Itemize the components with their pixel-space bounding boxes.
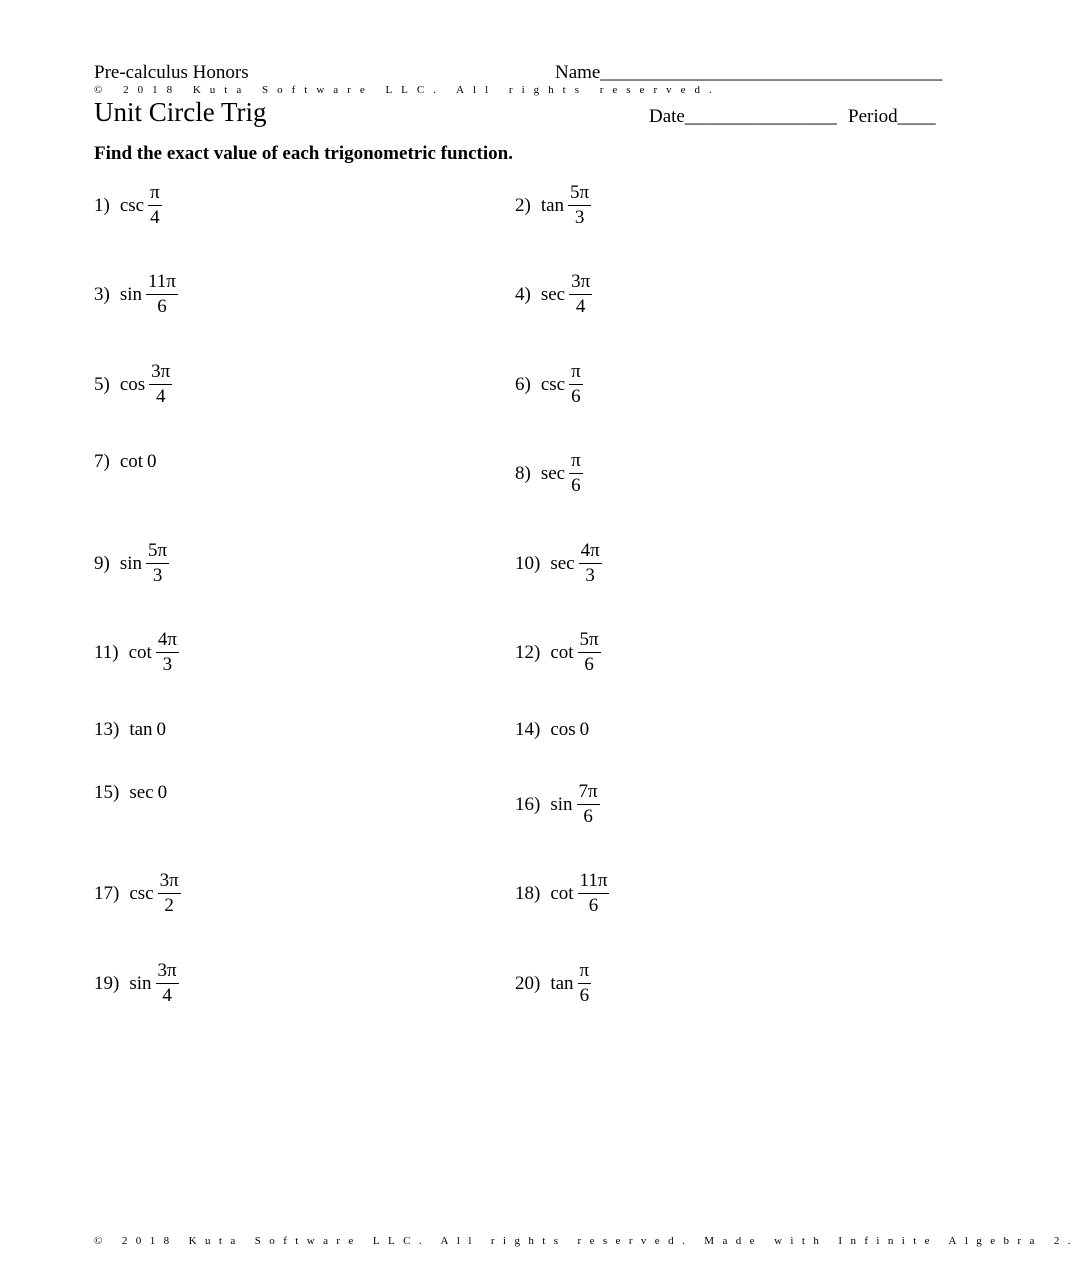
problem-number: 1) (94, 194, 110, 216)
date-field[interactable]: Date________________ (649, 106, 837, 127)
problem-9 (94, 541, 169, 586)
fraction (568, 183, 591, 228)
numerator: π (569, 362, 583, 385)
fraction (578, 630, 601, 675)
trig-function: cos (119, 373, 146, 395)
numerator: 5π (568, 183, 591, 206)
problem-15 (94, 782, 167, 804)
trig-function: sec (550, 552, 575, 574)
trig-function: sec (540, 462, 566, 484)
trig-function: tan (129, 719, 153, 740)
problem-number: 5) (94, 373, 110, 395)
problem-number: 10) (515, 552, 541, 574)
trig-function: sin (119, 283, 143, 305)
problem-number: 17) (94, 882, 120, 904)
problem-17 (94, 871, 181, 916)
worksheet-title: Unit Circle Trig (94, 97, 267, 127)
trig-function: cos (550, 719, 576, 740)
problem-4 (515, 272, 592, 317)
trig-function: sin (550, 793, 573, 815)
denominator: 3 (585, 565, 595, 586)
fraction (156, 961, 179, 1006)
denominator: 4 (150, 207, 160, 228)
problem-number: 15) (94, 782, 120, 803)
trig-function: csc (119, 194, 145, 216)
problem-number: 14) (515, 719, 541, 740)
problem-19 (94, 961, 179, 1006)
fraction (579, 541, 602, 586)
numerator: 3π (569, 272, 592, 295)
trig-function: csc (129, 882, 154, 904)
problem-2 (515, 183, 591, 228)
argument: 0 (156, 719, 167, 740)
trig-function: tan (550, 972, 574, 994)
problem-20 (515, 961, 591, 1006)
denominator: 6 (579, 985, 590, 1006)
denominator: 6 (571, 386, 581, 407)
problem-5 (94, 362, 172, 407)
denominator: 3 (152, 565, 163, 586)
numerator: 4π (156, 630, 179, 653)
denominator: 4 (155, 386, 166, 407)
problem-number: 16) (515, 793, 541, 815)
denominator: 6 (571, 475, 581, 496)
trig-function: sin (129, 972, 152, 994)
copyright-top: © 2018 Kuta Software LLC. All rights reserved. (94, 84, 721, 96)
fraction (146, 272, 178, 317)
problem-number: 12) (515, 641, 541, 663)
problem-13 (94, 719, 166, 741)
problem-number: 19) (94, 972, 120, 994)
numerator: 3π (149, 362, 172, 385)
denominator: 4 (575, 296, 586, 317)
argument: 0 (579, 719, 590, 740)
fraction (578, 871, 610, 916)
problem-7 (94, 451, 157, 473)
numerator: 7π (577, 782, 600, 805)
problem-number: 4) (515, 283, 531, 305)
denominator: 6 (584, 654, 594, 675)
numerator: π (578, 961, 592, 984)
argument: 0 (157, 782, 168, 803)
denominator: 3 (574, 207, 585, 228)
period-field[interactable]: Period____ (848, 106, 936, 127)
instructions: Find the exact value of each trigonometric function. (94, 143, 513, 164)
trig-function: cot (128, 641, 152, 663)
trig-function: sec (129, 782, 154, 803)
problem-number: 13) (94, 719, 120, 740)
numerator: 3π (156, 961, 179, 984)
trig-function: csc (540, 373, 566, 395)
problem-number: 11) (94, 641, 119, 663)
problem-10 (515, 541, 602, 586)
trig-function: sec (540, 283, 566, 305)
trig-function: cot (550, 882, 574, 904)
footer-copyright: © 2018 Kuta Software LLC. All rights reserved. Made with Infinite Algebra 2. (94, 1235, 1079, 1247)
problem-16 (515, 782, 600, 827)
problem-6 (515, 362, 583, 407)
denominator: 6 (157, 296, 167, 317)
problem-11 (94, 630, 179, 675)
fraction (146, 541, 169, 586)
problem-number: 6) (515, 373, 531, 395)
problem-number: 2) (515, 194, 531, 216)
fraction (569, 362, 583, 407)
numerator: π (148, 183, 162, 206)
trig-function: cot (550, 641, 574, 663)
numerator: 11π (146, 272, 178, 295)
trig-function: sin (119, 552, 143, 574)
fraction (569, 451, 583, 496)
numerator: 5π (146, 541, 169, 564)
problem-number: 3) (94, 283, 110, 305)
fraction (158, 871, 181, 916)
fraction (569, 272, 592, 317)
problem-12 (515, 630, 601, 675)
numerator: 4π (579, 541, 602, 564)
denominator: 6 (588, 895, 599, 916)
course-title: Pre-calculus Honors (94, 62, 249, 83)
denominator: 2 (164, 895, 174, 916)
problem-14 (515, 719, 589, 741)
numerator: 5π (578, 630, 601, 653)
denominator: 3 (162, 654, 173, 675)
numerator: π (569, 451, 583, 474)
problem-number: 20) (515, 972, 541, 994)
numerator: 11π (578, 871, 610, 894)
fraction (149, 362, 172, 407)
argument: 0 (147, 451, 157, 472)
problem-18 (515, 871, 609, 916)
problem-number: 8) (515, 462, 531, 484)
fraction (148, 183, 162, 228)
problem-number: 18) (515, 882, 541, 904)
fraction (156, 630, 179, 675)
problem-1 (94, 183, 162, 228)
problem-number: 7) (94, 451, 110, 472)
denominator: 4 (162, 985, 172, 1006)
numerator: 3π (158, 871, 181, 894)
fraction (577, 782, 600, 827)
trig-function: tan (540, 194, 565, 216)
name-field[interactable]: Name____________________________________ (555, 62, 943, 83)
denominator: 6 (583, 806, 593, 827)
trig-function: cot (119, 451, 144, 472)
problem-3 (94, 272, 178, 317)
problem-number: 9) (94, 552, 110, 574)
problem-8 (515, 451, 583, 496)
fraction (578, 961, 592, 1006)
